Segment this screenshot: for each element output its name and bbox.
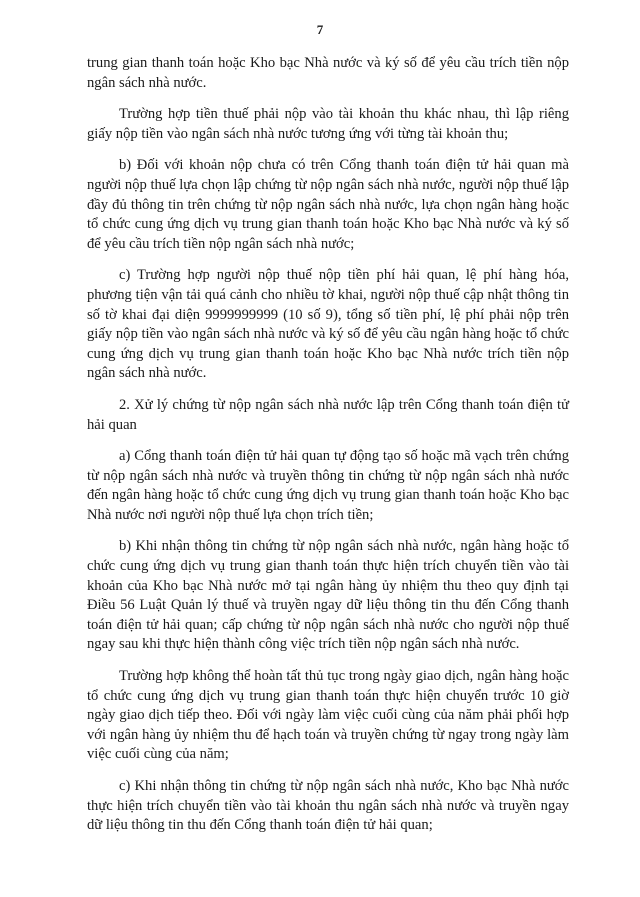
paragraph: c) Trường hợp người nộp thuế nộp tiền phí hải quan, lệ phí hàng hóa, phương tiện vận tải quá cảnh cho nhiều tờ khai, người nộp thuế cập nhật thông tin số tờ khai đại diện 9999999999 (10 số 9), tổng số tiền phí, lệ phí phải nộp trên giấy nộp tiền vào ngân sách nhà nước và ký số để yêu cầu ngân hàng hoặc tổ chức cung ứng dịch vụ trung gian thanh toán hoặc Kho bạc Nhà nước trích tiền nộp ngân sách nhà nước. [87, 267, 569, 382]
page-number: 7 [316, 22, 324, 37]
paragraph: a) Cổng thanh toán điện tử hải quan tự động tạo số hoặc mã vạch trên chứng từ nộp ngân sách nhà nước và truyền thông tin chứng từ nộp ngân sách nhà nước đến ngân hàng hoặc tổ chức cung ứng dịch vụ trung gian thanh toán hoặc Kho bạc Nhà nước nơi người nộp thuế lựa chọn trích tiền; [87, 448, 569, 523]
paragraph: c) Khi nhận thông tin chứng từ nộp ngân sách nhà nước, Kho bạc Nhà nước thực hiện trích chuyển tiền vào tài khoản thu ngân sách nhà nước và truyền ngay dữ liệu thông tin thu đến Cổng thanh toán điện tử hải quan; [87, 778, 569, 834]
paragraph: b) Khi nhận thông tin chứng từ nộp ngân sách nhà nước, ngân hàng hoặc tổ chức cung ứng dịch vụ trung gian thanh toán thực hiện trích chuyển tiền vào tài khoản của Kho bạc Nhà nước mở tại ngân hàng ủy nhiệm thu theo quy định tại Điều 56 Luật Quản lý thuế và truyền ngay dữ liệu thông tin thu đến Cổng thanh toán điện tử hải quan; cấp chứng từ nộp ngân sách nhà nước cho người nộp thuế ngay sau khi thực hiện thành công việc trích tiền nộp ngân sách nhà nước. [87, 538, 569, 653]
paragraph: b) Đối với khoản nộp chưa có trên Cổng thanh toán điện tử hải quan mà người nộp thuế lựa chọn lập chứng từ nộp ngân sách nhà nước, người nộp thuế lập đầy đủ thông tin trên chứng từ nộp ngân sách nhà nước, lựa chọn ngân hàng hoặc tổ chức cung ứng dịch vụ trung gian thanh toán hoặc Kho bạc Nhà nước và ký số để yêu cầu trích tiền nộp ngân sách nhà nước; [87, 157, 569, 252]
section-heading: 2. Xử lý chứng từ nộp ngân sách nhà nước lập trên Cổng thanh toán điện tử hải quan [87, 396, 569, 433]
document-body [87, 54, 569, 848]
paragraph: Trường hợp không thể hoàn tất thủ tục trong ngày giao dịch, ngân hàng hoặc tổ chức cung ứng dịch vụ trung gian thanh toán thực hiện chuyển trước 10 giờ ngày giao dịch tiếp theo. Đối với ngày làm việc cuối cùng của năm phải phối hợp với ngân hàng ủy nhiệm thu để hạch toán và truyền chứng từ ngay trong ngày làm việc cuối cùng của năm; [87, 668, 569, 763]
paragraph: trung gian thanh toán hoặc Kho bạc Nhà nước và ký số để yêu cầu trích tiền nộp ngân sách nhà nước. [87, 55, 569, 91]
paragraph: Trường hợp tiền thuế phải nộp vào tài khoản thu khác nhau, thì lập riêng giấy nộp tiền vào ngân sách nhà nước tương ứng với từng tài khoản thu; [87, 106, 569, 142]
